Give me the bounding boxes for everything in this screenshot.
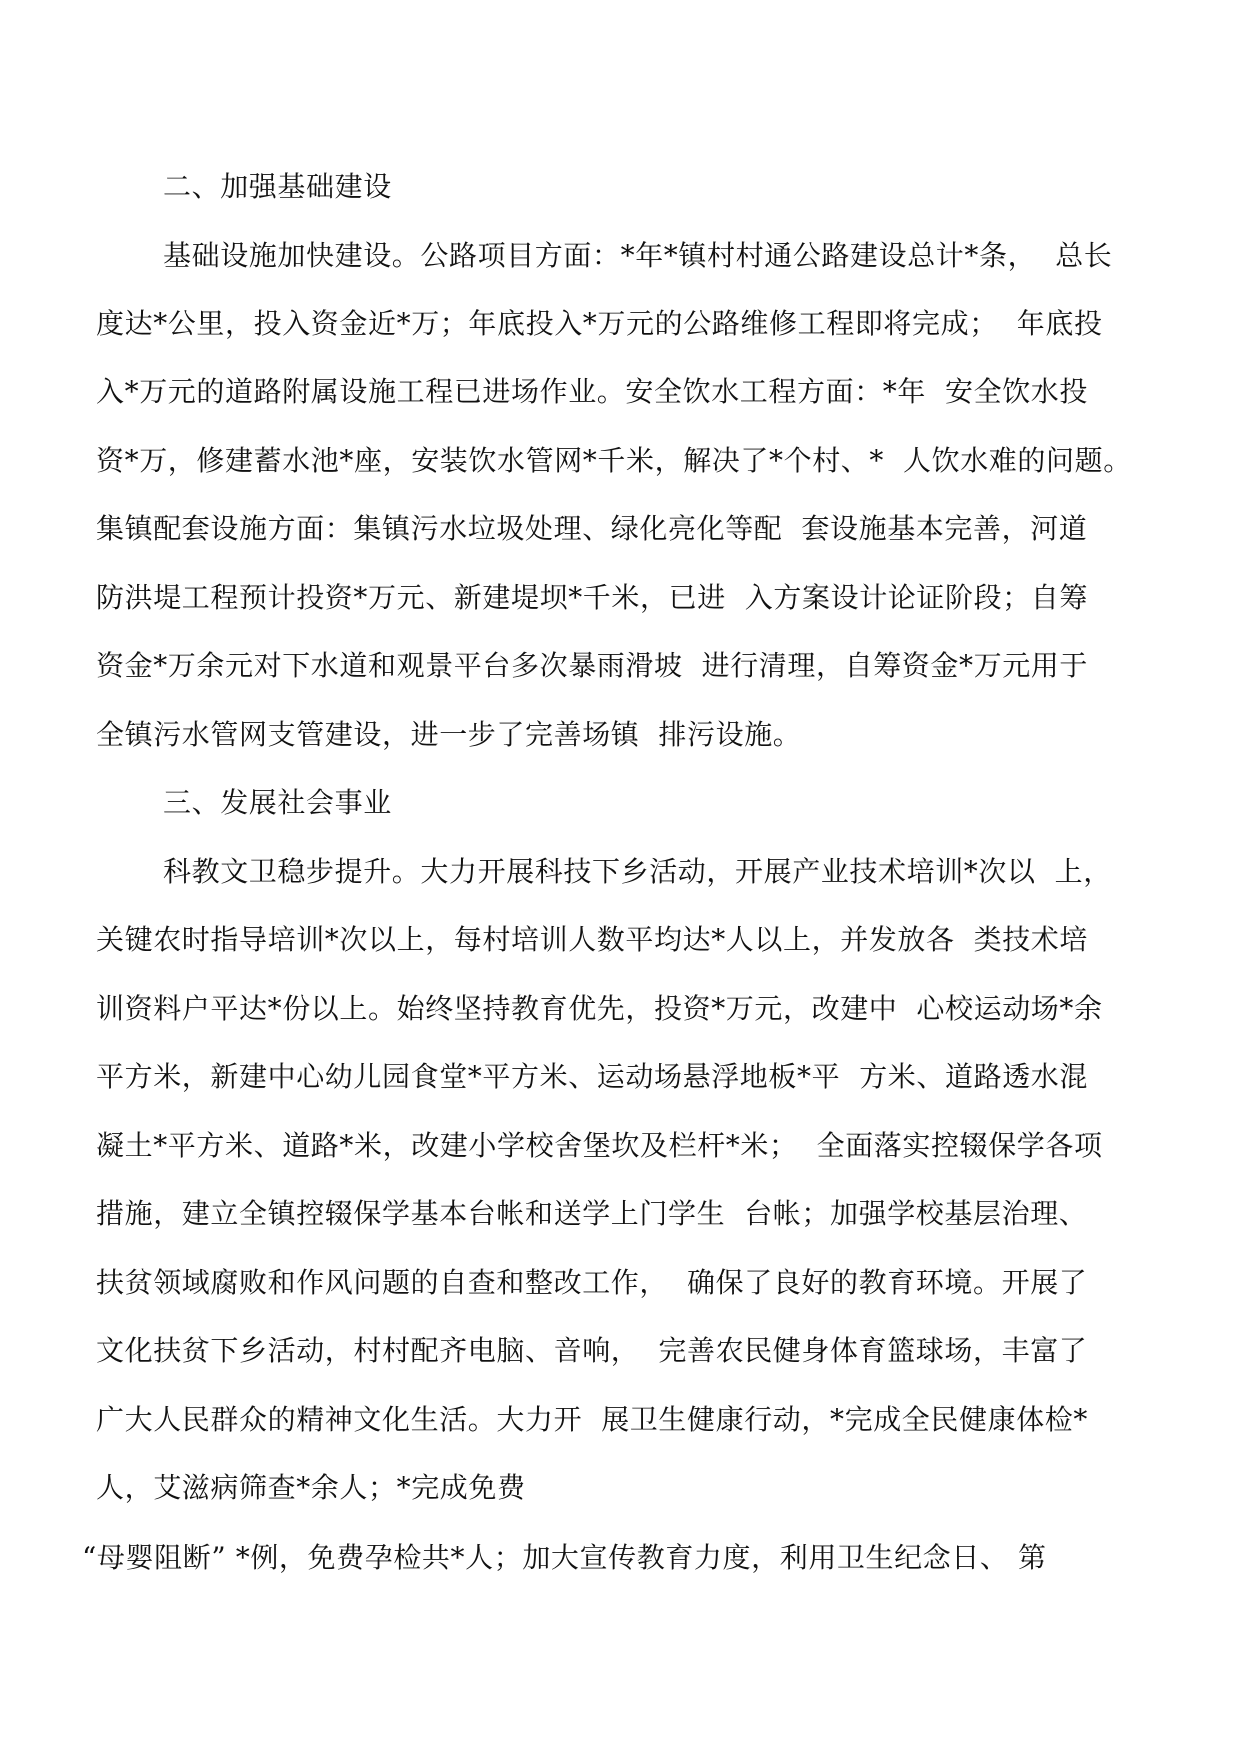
- paragraph-line: 关键农时指导培训*次以上，每村培训人数平均达*人以上，并发放各 类技术培: [96, 923, 1089, 956]
- paragraph-line: 集镇配套设施方面：集镇污水垃圾处理、绿化亮化等配 套设施基本完善，河道: [96, 512, 1088, 545]
- paragraph-line: 入*万元的道路附属设施工程已进场作业。安全饮水工程方面：*年 安全饮水投: [96, 375, 1089, 408]
- paragraph-line: 防洪堤工程预计投资*万元、新建堤坝*千米，已进 入方案设计论证阶段；自筹: [96, 581, 1089, 614]
- paragraph-line: 资*万，修建蓄水池*座，安装饮水管网*千米，解决了*个村、* 人饮水难的问题。: [96, 444, 1132, 477]
- paragraph-line: 基础设施加快建设。公路项目方面：*年*镇村村通公路建设总计*条， 总长: [163, 239, 1113, 272]
- paragraph-line: 平方米，新建中心幼儿园食堂*平方米、运动场悬浮地板*平 方米、道路透水混: [96, 1060, 1089, 1093]
- paragraph-line: 全镇污水管网支管建设，进一步了完善场镇 排污设施。: [96, 718, 802, 751]
- section-heading: 二、加强基础建设: [163, 170, 392, 203]
- paragraph-line: 人，艾滋病筛查*余人；*完成免费: [96, 1471, 526, 1504]
- paragraph-line: 措施，建立全镇控辍保学基本台帐和送学上门学生 台帐；加强学校基层治理、: [96, 1197, 1088, 1230]
- paragraph-line: 扶贫领域腐败和作风问题的自查和整改工作， 确保了良好的教育环境。开展了: [96, 1266, 1088, 1299]
- paragraph-line: 训资料户平达*份以上。始终坚持教育优先，投资*万元，改建中 心校运动场*余: [96, 992, 1103, 1025]
- paragraph-line: 凝土*平方米、道路*米，改建小学校舍堡坎及栏杆*米； 全面落实控辍保学各项: [96, 1129, 1103, 1162]
- section-heading: 三、发展社会事业: [163, 786, 392, 819]
- paragraph-line: 资金*万余元对下水道和观景平台多次暴雨滑坡 进行清理，自筹资金*万元用于: [96, 649, 1089, 682]
- paragraph-line: 科教文卫稳步提升。大力开展科技下乡活动，开展产业技术培训*次以 上，: [163, 855, 1112, 888]
- paragraph-line: 度达*公里，投入资金近*万；年底投入*万元的公路维修工程即将完成； 年底投: [96, 307, 1103, 340]
- paragraph-line: 文化扶贫下乡活动，村村配齐电脑、音响， 完善农民健身体育篮球场，丰富了: [96, 1334, 1088, 1367]
- paragraph-line: 广大人民群众的精神文化生活。大力开 展卫生健康行动，*完成全民健康体检*: [96, 1403, 1089, 1436]
- paragraph-line: “母婴阻断” *例，免费孕检共*人；加大宣传教育力度，利用卫生纪念日、 第: [82, 1541, 1047, 1574]
